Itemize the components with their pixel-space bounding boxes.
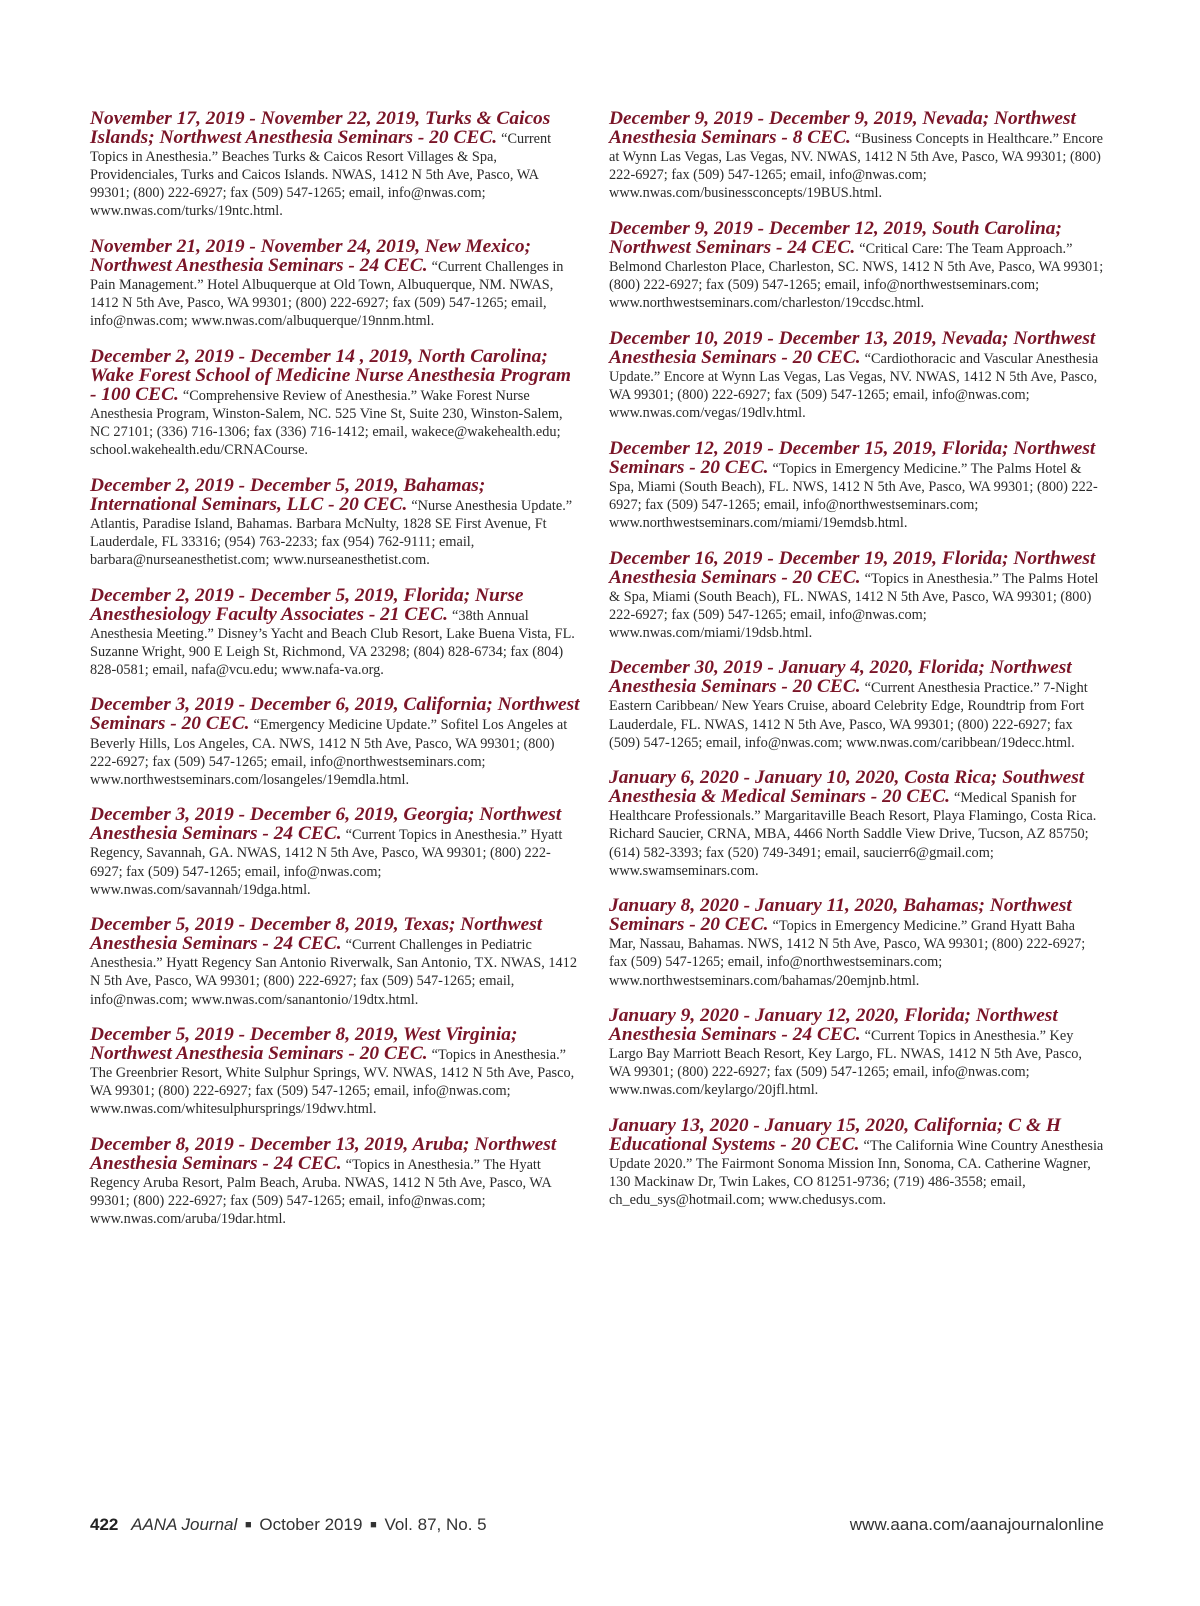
- listing-details: “Comprehensive Review of Anesthesia.” Wake Forest Nurse Anesthesia Program, Winston-Salem, NC. 525 Vine St, Suite 230, Winston-Salem, NC 27101; (336) 716-1306; fax (336) 716-1412; email, wakece@wakehealth.edu; school.wakehealth.edu/CRNACourse.: [90, 387, 563, 459]
- listing-heading: December 5, 2019 - December 8, 2019, Texas; Northwest Anesthesia Seminars - 24 CEC.: [90, 914, 543, 955]
- left-column: [90, 110, 580, 1246]
- meeting-listing: [90, 584, 580, 679]
- listing-details: “Topics in Anesthesia.” The Hyatt Regency Aruba Resort, Palm Beach, Aruba. NWAS, 1412 N 5th Ave, Pasco, WA 99301; (800) 222-6927; fax (509) 547-1265; email, info@nwas.com; www.nwas.com/aruba/19dar.html.: [90, 1156, 551, 1228]
- listing-details: “Current Challenges in Pain Management.” Hotel Albuquerque at Old Town, Albuquerque, NM. NWAS, 1412 N 5th Ave, Pasco, WA 99301; (800) 222-6927; fax (509) 547-1265; email, info@nwas.com; www.nwas.com/albuquerque/19nnm.html.: [90, 258, 564, 330]
- meeting-listing: [90, 110, 580, 220]
- listing-heading: December 30, 2019 - January 4, 2020, Florida; Northwest Anesthesia Seminars - 20 CEC.: [609, 657, 1072, 698]
- journal-name: AANA Journal: [131, 1515, 238, 1534]
- meeting-listing: [90, 1026, 580, 1118]
- listing-heading: December 3, 2019 - December 6, 2019, California; Northwest Seminars - 20 CEC.: [90, 694, 580, 735]
- listing-heading: December 5, 2019 - December 8, 2019, West Virginia; Northwest Anesthesia Seminars - 20 CEC.: [90, 1024, 518, 1065]
- meeting-listing: [90, 235, 580, 330]
- meeting-listing: [90, 474, 580, 569]
- meeting-listing: [609, 1114, 1104, 1209]
- meeting-listing: [609, 1007, 1104, 1099]
- listing-details: “Nurse Anesthesia Update.” Atlantis, Paradise Island, Bahamas. Barbara McNulty, 1828 SE First Avenue, Ft Lauderdale, FL 33316; (954) 763-2233; fax (954) 762-9111; email, barbara@nurseanesthetist.com; www.nurseanesthetist.com.: [90, 497, 573, 568]
- listing-details: “Cardiothoracic and Vascular Anesthesia Update.” Encore at Wynn Las Vegas, Las Vegas, NV. NWAS, 1412 N 5th Ave, Pasco, WA 99301; (800) 222-6927; fax (509) 547-1265; email, info@nwas.com; www.nwas.com/vegas/19dlv.html.: [609, 350, 1099, 422]
- meeting-listing: [90, 345, 580, 459]
- issue-date: October 2019: [259, 1515, 363, 1534]
- listing-heading: December 9, 2019 - December 9, 2019, Nevada; Northwest Anesthesia Seminars - 8 CEC.: [609, 108, 1076, 148]
- journal-website-link[interactable]: www.aana.com/aanajournalonline: [849, 1515, 1104, 1534]
- listing-heading: December 2, 2019 - December 14 , 2019, North Carolina; Wake Forest School of Medicine Nurse Anesthesia Program - 100 CEC.: [90, 345, 572, 405]
- listing-heading: January 9, 2020 - January 12, 2020, Florida; Northwest Anesthesia Seminars - 24 CEC.: [609, 1005, 1058, 1046]
- listing-details: “Topics in Anesthesia.” The Palms Hotel & Spa, Miami (South Beach), FL. NWAS, 1412 N 5th Ave, Pasco, WA 99301; (800) 222-6927; fax (509) 547-1265; email, info@nwas.com; www.nwas.com/miami/19dsb.html.: [609, 570, 1099, 641]
- meeting-listing: [90, 696, 580, 788]
- meeting-listing: [609, 547, 1104, 642]
- meeting-listing: [609, 437, 1104, 532]
- listing-details: “Current Challenges in Pediatric Anesthesia.” Hyatt Regency San Antonio Riverwalk, San Antonio, TX. NWAS, 1412 N 5th Ave, Pasco, WA 99301; (800) 222-6927; fax (509) 547-1265; email, info@nwas.com; www.nwas.com/sanantonio/19dtx.html.: [90, 937, 577, 1008]
- listing-details: “Current Topics in Anesthesia.” Key Largo Bay Marriott Beach Resort, Key Largo, FL. NWAS, 1412 N 5th Ave, Pasco, WA 99301; (800) 222-6927; fax (509) 547-1265; email, info@nwas.com; www.nwas.com/keylargo/20jfl.html.: [609, 1028, 1082, 1099]
- meeting-listing: [609, 769, 1104, 879]
- listing-details: “Business Concepts in Healthcare.” Encore at Wynn Las Vegas, Las Vegas, NV. NWAS, 1412 N 5th Ave, Pasco, WA 99301; (800) 222-6927; fax (509) 547-1265; email, info@nwas.com; www.nwas.com/businessconcepts/19BUS.html.: [609, 131, 1104, 202]
- meeting-listing: [609, 217, 1104, 312]
- listing-details: “Current Topics in Anesthesia.” Beaches Turks & Caicos Resort Villages & Spa, Providenciales, Turks and Caicos Islands. NWAS, 1412 N 5th Ave, Pasco, WA 99301; (800) 222-6927; fax (509) 547-1265; email, info@nwas.com; www.nwas.com/turks/19ntc.html.: [90, 131, 552, 220]
- meeting-listing: [609, 659, 1104, 751]
- separator-square-icon: ■: [245, 1519, 252, 1531]
- listing-details: “Topics in Emergency Medicine.” Grand Hyatt Baha Mar, Nassau, Bahamas. NWS, 1412 N 5th Ave, Pasco, WA 99301; (800) 222-6927; fax (509) 547-1265; email, info@northwestseminars.com; www.northwestseminars.com/bahamas/20emjnb.html.: [609, 918, 1086, 989]
- listing-details: “Current Anesthesia Practice.” 7-Night Eastern Caribbean/ New Years Cruise, aboard Celebrity Edge, Roundtrip from Fort Lauderdale, FL. NWAS, 1412 N 5th Ave, Pasco, WA 99301; (800) 222-6927; fax (509) 547-1265; email, info@nwas.com; www.nwas.com/caribbean/19decc.html.: [609, 680, 1088, 751]
- listing-heading: December 9, 2019 - December 12, 2019, South Carolina; Northwest Seminars - 24 CEC.: [609, 217, 1062, 258]
- listing-details: “The California Wine Country Anesthesia Update 2020.” The Fairmont Sonoma Mission Inn, Sonoma, CA. Catherine Wagner, 130 Mackinaw Dr, Twin Lakes, CO 81251-9736; (719) 486-3558; email, ch_edu_sys@hotmail.com; www.chedusys.com.: [609, 1137, 1104, 1209]
- listing-heading: December 10, 2019 - December 13, 2019, Nevada; Northwest Anesthesia Seminars - 20 CEC.: [609, 327, 1096, 368]
- volume-issue: Vol. 87, No. 5: [384, 1515, 487, 1534]
- listing-details: “Topics in Emergency Medicine.” The Palms Hotel & Spa, Miami (South Beach), FL. NWS, 1412 N 5th Ave, Pasco, WA 99301; (800) 222-6927; fax (509) 547-1265; email, info@northwestseminars.com; www.northwestseminars.com/miami/19emdsb.html.: [609, 460, 1098, 531]
- listing-details: “Topics in Anesthesia.” The Greenbrier Resort, White Sulphur Springs, WV. NWAS, 1412 N 5th Ave, Pasco, WA 99301; (800) 222-6927; fax (509) 547-1265; email, info@nwas.com; www.nwas.com/whitesulphursprings/19dwv.html.: [90, 1047, 575, 1118]
- listing-details: “38th Annual Anesthesia Meeting.” Disney’s Yacht and Beach Club Resort, Lake Buena Vista, FL. Suzanne Wright, 900 E Leigh St, Richmond, VA 23298; (804) 828-6734; fax (804) 828-0581; email, nafa@vcu.edu; www.nafa-va.org.: [90, 607, 575, 678]
- listing-heading: January 6, 2020 - January 10, 2020, Costa Rica; Southwest Anesthesia & Medical Seminars - 20 CEC.: [609, 767, 1085, 808]
- meeting-listing: [90, 1133, 580, 1228]
- listing-details: “Current Topics in Anesthesia.” Hyatt Regency, Savannah, GA. NWAS, 1412 N 5th Ave, Pasco, WA 99301; (800) 222-6927; fax (509) 547-1265; email, info@nwas.com; www.nwas.com/savannah/19dga.html.: [90, 827, 563, 898]
- meeting-listing: [609, 897, 1104, 989]
- meeting-listing: [609, 327, 1104, 422]
- listing-heading: December 8, 2019 - December 13, 2019, Aruba; Northwest Anesthesia Seminars - 24 CEC.: [90, 1133, 557, 1174]
- listing-heading: December 12, 2019 - December 15, 2019, Florida; Northwest Seminars - 20 CEC.: [609, 437, 1096, 478]
- meeting-listing: [90, 916, 580, 1008]
- page-footer: [90, 1515, 1104, 1535]
- listing-heading: January 8, 2020 - January 11, 2020, Bahamas; Northwest Seminars - 20 CEC.: [609, 895, 1072, 936]
- listing-details: “Medical Spanish for Healthcare Professionals.” Margaritaville Beach Resort, Playa Flamingo, Costa Rica. Richard Saucier, CRNA, MBA, 4466 North Saddle View Drive, Tucson, AZ 85750; (614) 582-3393; fax (520) 749-3491; email, saucierr6@gmail.com; www.swamseminars.com.: [609, 790, 1097, 879]
- listing-heading: December 16, 2019 - December 19, 2019, Florida; Northwest Anesthesia Seminars - 20 CEC.: [609, 547, 1096, 588]
- right-column: [609, 110, 1104, 1227]
- listing-details: “Emergency Medicine Update.” Sofitel Los Angeles at Beverly Hills, Los Angeles, CA. NWS, 1412 N 5th Ave, Pasco, WA 99301; (800) 222-6927; fax (509) 547-1265; email, info@northwestseminars.com; www.northwestseminars.com/losangeles/19emdla.html.: [90, 717, 568, 788]
- listing-heading: December 3, 2019 - December 6, 2019, Georgia; Northwest Anesthesia Seminars - 24 CEC.: [90, 804, 562, 845]
- listing-heading: November 17, 2019 - November 22, 2019, Turks & Caicos Islands; Northwest Anesthesia Seminars - 20 CEC.: [90, 108, 551, 148]
- listing-heading: November 21, 2019 - November 24, 2019, New Mexico; Northwest Anesthesia Seminars - 24 CEC.: [90, 235, 532, 276]
- listing-heading: December 2, 2019 - December 5, 2019, Florida; Nurse Anesthesiology Faculty Associates - 21 CEC.: [90, 584, 524, 625]
- listing-heading: January 13, 2020 - January 15, 2020, California; C & H Educational Systems - 20 CEC.: [609, 1114, 1061, 1155]
- listing-heading: December 2, 2019 - December 5, 2019, Bahamas; International Seminars, LLC - 20 CEC.: [90, 474, 486, 515]
- listing-details: “Critical Care: The Team Approach.” Belmond Charleston Place, Charleston, SC. NWS, 1412 N 5th Ave, Pasco, WA 99301; (800) 222-6927; fax (509) 547-1265; email, info@northwestseminars.com; www.northwestseminars.com/charleston/19ccdsc.html.: [609, 240, 1104, 312]
- meeting-listing: [609, 110, 1104, 202]
- separator-square-icon: ■: [370, 1519, 377, 1531]
- meeting-listing: [90, 806, 580, 898]
- page-number: 422: [90, 1515, 119, 1534]
